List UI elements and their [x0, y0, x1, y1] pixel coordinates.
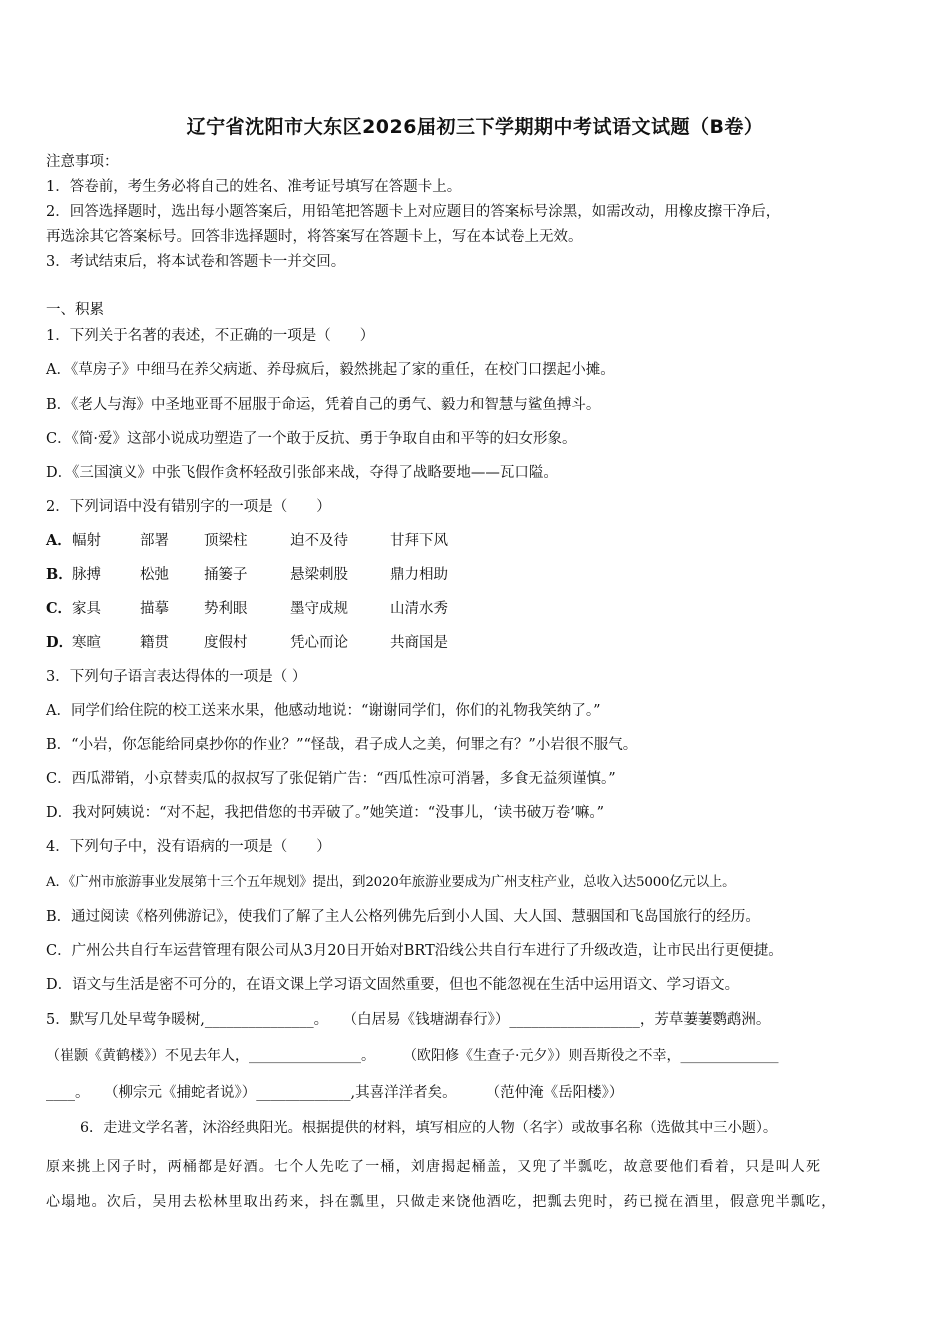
dictation-line: （崔颢《黄鹤楼》）不见去年人，________________。 （欧阳修《生查子·元夕》）则吾斯役之不幸，______________: [46, 1048, 779, 1064]
passage-line: 原来挑上冈子时，两桶都是好酒。七个人先吃了一桶，刘唐揭起桶盖，又兜了半瓢吃，故意要他们看着，只是叫人死: [46, 1159, 822, 1175]
answer-option: C．西瓜滞销，小京替卖瓜的叔叔写了张促销广告：“西瓜性凉可消暑，多食无益须谨慎。”: [46, 771, 616, 787]
notice-item: 2．回答选择题时，选出每小题答案后，用铅笔把答题卡上对应题目的答案标号涂黑，如需改动，用橡皮擦干净后，: [46, 204, 781, 220]
notice-item: 3．考试结束后，将本试卷和答题卡一并交回。: [46, 254, 346, 270]
word: 势利眼: [204, 601, 248, 617]
word: 脉搏: [72, 567, 101, 583]
word: 松弛: [140, 567, 169, 583]
word: 捅篓子: [204, 567, 248, 583]
word: 悬梁刺股: [290, 567, 348, 583]
page-title: 辽宁省沈阳市大东区2026届初三下学期期中考试语文试题（B卷）: [186, 116, 764, 138]
word: 部署: [140, 533, 169, 549]
section-heading: 一、积累: [46, 302, 104, 318]
answer-option: B．“小岩，你怎能给同桌抄你的作业？”“怪哉，君子成人之美，何罪之有？”小岩很不服气。: [46, 737, 638, 753]
answer-option: C．广州公共自行车运营管理有限公司从3月20日开始对BRT沿线公共自行车进行了升级改造，让市民出行更便捷。: [46, 943, 783, 959]
dictation-line: ____。 （柳宗元《捕蛇者说》）_____________,其喜洋洋者矣。 （范仲淹《岳阳楼》）: [46, 1085, 624, 1101]
question-stem: 6．走进文学名著，沐浴经典阳光。根据提供的材料，填写相应的人物（名字）或故事名称（选做其中三小题）。: [80, 1120, 778, 1136]
word-option: [46, 599, 448, 619]
passage-line: 心塌地。次后，吴用去松林里取出药来，抖在瓢里，只做走来饶他酒吃，把瓢去兜时，药已搅在酒里，假意兜半瓢吃，: [46, 1194, 837, 1210]
word: 家具: [72, 601, 101, 617]
answer-option: D．《三国演义》中张飞假作贪杯轻敌引张郃来战，夺得了战略要地——瓦口隘。: [46, 465, 558, 481]
answer-option: A．同学们给住院的校工送来水果，他感动地说：“谢谢同学们，你们的礼物我笑纳了。”: [46, 703, 601, 719]
option-label: C．: [46, 600, 73, 617]
word: 顶梁柱: [204, 533, 248, 549]
word: 迫不及待: [290, 533, 348, 549]
option-label: B．: [46, 566, 73, 583]
question-stem: 3．下列句子语言表达得体的一项是（ ）: [46, 669, 307, 685]
answer-option: A．《广州市旅游事业发展第十三个五年规划》提出，到2020年旅游业要成为广州支柱产业，总收入达5000亿元以上。: [46, 875, 736, 890]
word: 幅射: [72, 533, 101, 549]
word: 度假村: [204, 635, 248, 651]
answer-option: C．《简·爱》这部小说成功塑造了一个敢于反抗、勇于争取自由和平等的妇女形象。: [46, 431, 577, 447]
answer-option: A．《草房子》中细马在养父病逝、养母疯后，毅然挑起了家的重任，在校门口摆起小摊。: [46, 362, 615, 378]
notice-item: 1．答卷前，考生务必将自己的姓名、准考证号填写在答题卡上。: [46, 179, 462, 195]
answer-option: B．通过阅读《格列佛游记》，使我们了解了主人公格列佛先后到小人国、大人国、慧骃国和飞岛国旅行的经历。: [46, 909, 760, 925]
question-stem: 2．下列词语中没有错别字的一项是（ ）: [46, 499, 331, 515]
question-stem: 4．下列句子中，没有语病的一项是（ ）: [46, 839, 331, 855]
answer-option: D．我对阿姨说：“对不起，我把借您的书弄破了。”她笑道：“没事儿，‘读书破万卷’嘛。”: [46, 805, 604, 821]
word: 寒暄: [72, 635, 101, 651]
word: 鼎力相助: [390, 567, 448, 583]
word: 籍贯: [140, 635, 169, 651]
option-label: D．: [46, 634, 74, 651]
word: 共商国是: [390, 635, 448, 651]
word: 描摹: [140, 601, 169, 617]
answer-option: D．语文与生活是密不可分的，在语文课上学习语文固然重要，但也不能忽视在生活中运用语文、学习语文。: [46, 977, 740, 993]
word-option: [46, 531, 448, 551]
word: 凭心而论: [290, 635, 348, 651]
word: 山清水秀: [390, 601, 448, 617]
answer-option: B．《老人与海》中圣地亚哥不屈服于命运，凭着自己的勇气、毅力和智慧与鲨鱼搏斗。: [46, 397, 601, 413]
dictation-line: 5．默写几处早莺争暖树,_______________。 （白居易《钱塘湖春行》）__________________，芳草萋萋鹦鹉洲。: [46, 1012, 771, 1028]
word: 甘拜下风: [390, 533, 448, 549]
question-stem: 1．下列关于名著的表述，不正确的一项是（ ）: [46, 328, 375, 344]
word-option: [46, 633, 448, 653]
option-label: A．: [46, 532, 72, 549]
notice-item: 再选涂其它答案标号。回答非选择题时，将答案写在答题卡上，写在本试卷上无效。: [46, 229, 583, 245]
word-option: [46, 565, 448, 585]
notice-heading: 注意事项：: [46, 154, 119, 170]
word: 墨守成规: [290, 601, 348, 617]
